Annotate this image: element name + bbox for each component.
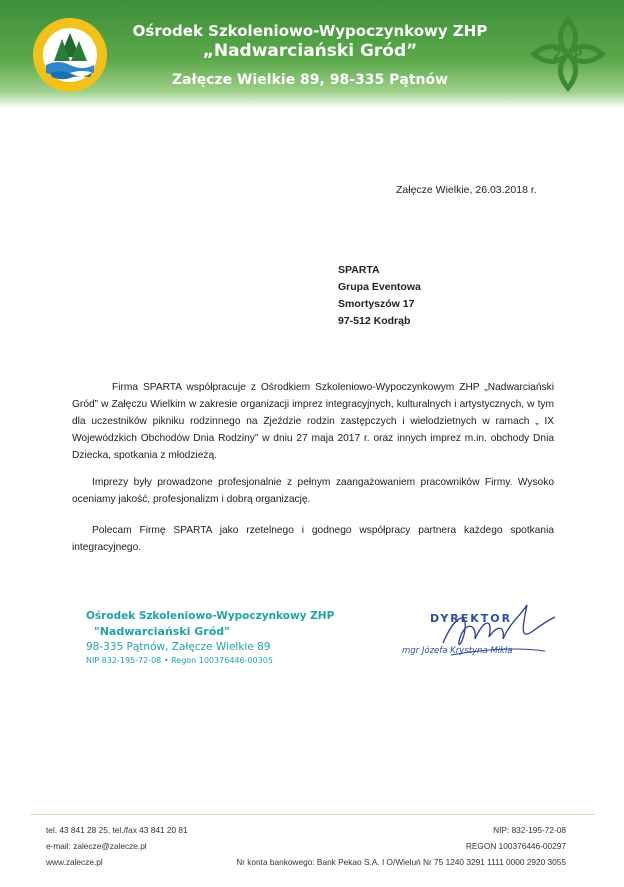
letter-date: Załęcze Wielkie, 26.03.2018 r. <box>396 184 537 196</box>
body-paragraph: Polecam Firmę SPARTA jako rzetelnego i godnego współpracy partnera każdego spotkania integracyjnego. <box>72 525 554 553</box>
stamp-line: NIP 832-195-72-08 • Regon 100376446-00305 <box>86 656 273 665</box>
org-subname: „Nadwarciański Gród” <box>202 41 418 61</box>
organization-stamp <box>86 610 334 665</box>
org-name: Ośrodek Szkoleniowo-Wypoczynkowy ZHP <box>132 22 488 40</box>
body-paragraph: Firma SPARTA współpracuje z Ośrodkiem Szkoleniowo-Wypoczynkowym ZHP „Nadwarciański Gród” w Załęczu Wielkim w zakresie organizacji imprez integracyjnych, kulturalnych i artystycznych, w tym dla uczestników pikniku rodzinnego na Zjeździe rodzin zastępczych i wielodzietnych w ramach „ IX Wojewódzkich Obchodów Dnia Rodziny” w dniu 27 maja 2017 r. oraz innych imprez m.in. obchody Dnia Dziecka, spotkania z młodzieżą. <box>72 382 554 461</box>
recipient-line: Grupa Eventowa <box>338 281 421 293</box>
recipient-line: 97-512 Kodrąb <box>338 315 411 327</box>
footer-divider <box>30 814 595 815</box>
stamp-line: 98-335 Pątnów, Załęcze Wielkie 89 <box>86 641 271 653</box>
lily-text: ZHP <box>553 48 583 63</box>
handwritten-signature-icon <box>415 595 565 670</box>
org-address: Załęcze Wielkie 89, 98-335 Pątnów <box>171 72 449 88</box>
stamp-line: "Nadwarciański Gród" <box>94 625 230 638</box>
director-name: mgr Józefa Krystyna Mikła <box>402 646 513 656</box>
footer-email: e-mail: zalecze@zalecze.pl <box>46 841 147 851</box>
footer-bank: Nr konta bankowego: Bank Pekao S.A. I O/Wieluń Nr 75 1240 3291 1111 0000 2920 3055 <box>236 857 566 867</box>
scout-lily-icon <box>528 14 608 94</box>
body-paragraph: Imprezy były prowadzone profesjonalnie z pełnym zaangażowaniem pracowników Firmy. Wysoko oceniamy jakość, profesjonalizm i dobrą organizację. <box>72 477 554 505</box>
footer-regon: REGON 100376446-00297 <box>465 841 566 851</box>
recipient-line: SPARTA <box>338 264 380 276</box>
director-title: DYREKTOR <box>430 612 513 625</box>
footer-www: www.zalecze.pl <box>46 857 103 867</box>
recipient-line: Smortyszów 17 <box>338 298 415 310</box>
recipient-block <box>338 262 421 330</box>
camp-logo-icon <box>32 17 108 93</box>
letterhead <box>0 0 624 108</box>
footer-nip: NIP: 832-195-72-08 <box>493 825 566 835</box>
footer-phone: tel. 43 841 28 25, tel./fax 43 841 20 81 <box>46 825 188 835</box>
stamp-line: Ośrodek Szkoleniowo-Wypoczynkowy ZHP <box>86 610 335 622</box>
